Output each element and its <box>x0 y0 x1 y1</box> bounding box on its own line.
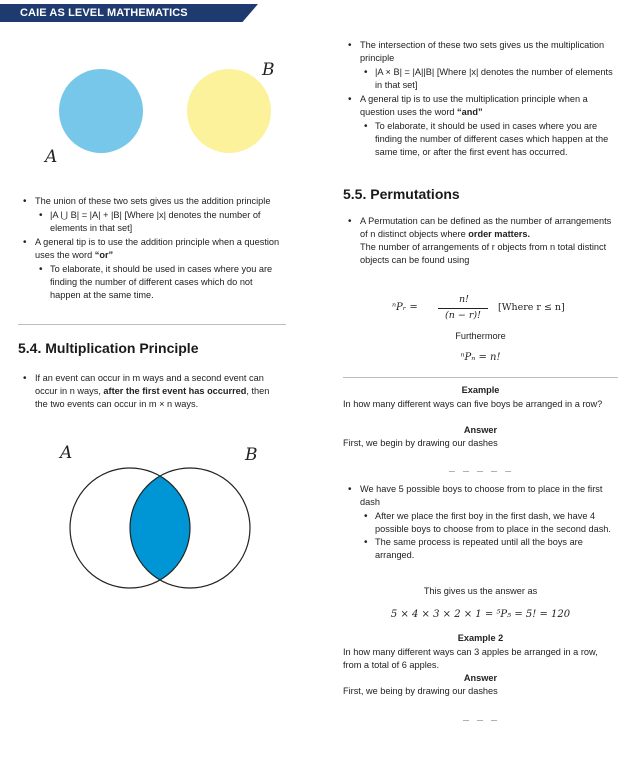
answer-label: Answer <box>463 425 498 435</box>
divider <box>18 324 286 325</box>
fraction-bar <box>438 308 488 309</box>
example2-question: In how many different ways can 3 apples be arranged in a row, from a total of 6 apples. <box>343 647 598 670</box>
formula-condition: [Where r ≤ n] <box>498 302 565 313</box>
example2-answer-intro: First, we being by drawing our dashes <box>343 686 498 696</box>
formula-denominator: (n − r)! <box>445 310 481 321</box>
answer-intro: First, we begin by drawing our dashes <box>343 438 498 448</box>
example-question: In how many different ways can five boys be arranged in a row? <box>343 399 603 409</box>
multiplication-bullet: • If an event can occur in m ways and a second event can occur in n ways, after the first event has occurred, then the two events can occur in m × n ways. <box>18 372 280 411</box>
formula-numerator: n! <box>459 294 469 305</box>
set-b-label-2: B <box>245 445 258 465</box>
formula-lhs: ⁿPᵣ = <box>392 302 418 313</box>
intersection-tip: • A general tip is to use the multiplication principle when a question uses the word “and” • To elaborate, it should be used in cases where you are finding the number of different cases which happen at the same time, or after the first event has occurred. <box>343 93 618 159</box>
example2-title: Example 2 <box>457 633 504 643</box>
union-tip: • A general tip is to use the addition principle when a question uses the word “or” • To elaborate, it should be used in cases where you are finding the number of different cases which do not happen at the same time. <box>18 236 280 302</box>
full-permutation-formula: ⁿPₙ = n! <box>460 352 501 363</box>
dashes-three: _ _ _ <box>462 710 499 721</box>
intersection-formula: • |A × B| = |A||B| [Where |x| denotes the number of elements in that set] <box>360 66 618 92</box>
union-bullet: • The union of these two sets gives us the addition principle • |A ⋃ B| = |A| + |B| [Where |x| denotes the number of elements in that set] <box>18 195 280 235</box>
set-a-circle <box>59 69 143 153</box>
header-title: CAIE AS LEVEL MATHEMATICS <box>20 7 188 19</box>
step-second-dash: • After we place the first boy in the first dash, we have 4 possible boys to choose from to place in the second dash. <box>360 510 618 536</box>
intersection-figure <box>30 440 300 605</box>
permutation-definition: • A Permutation can be defined as the number of arrangements of n distinct objects where order matters. The number of arrangements of r objects from n total distinct objects can be found using <box>343 215 613 267</box>
example2-answer-label: Answer <box>463 673 498 683</box>
result-intro: This gives us the answer as <box>423 586 538 596</box>
multiplication-block <box>18 372 280 412</box>
intersection-bullet: • The intersection of these two sets gives us the multiplication principle • |A × B| = |A||B| [Where |x| denotes the number of elements in that set] <box>343 39 618 92</box>
union-formula: • |A ⋃ B| = |A| + |B| [Where |x| denotes the number of elements in that set] <box>35 209 280 235</box>
permutation-formula <box>392 294 592 324</box>
union-block <box>18 195 280 303</box>
intersection-block <box>343 39 618 160</box>
section-title-multiplication: 5.4. Multiplication Principle <box>18 340 199 356</box>
permutation-formula-intro: The number of arrangements of r objects from n total distinct objects can be found using <box>360 242 607 265</box>
permutations-block <box>343 215 613 268</box>
intersection-tip-detail: • To elaborate, it should be used in cases where you are finding the number of different cases which happen at the same time, or after the first event has occurred. <box>360 120 618 159</box>
result-formula: 5 × 4 × 3 × 2 × 1 = ⁵P₅ = 5! = 120 <box>390 609 571 620</box>
set-b-circle <box>187 69 271 153</box>
step-repeat: • The same process is repeated until all the boys are arranged. <box>360 536 618 562</box>
disjoint-sets-figure <box>30 55 300 170</box>
set-a-label-2: A <box>60 443 73 463</box>
step-first-dash: • We have 5 possible boys to choose from to place in the first dash • After we place the first boy in the first dash, we have 4 possible boys to choose from to place in the second dash. • The same process is repeated until all the boys are arranged. <box>343 483 618 562</box>
set-b-label: B <box>262 60 275 80</box>
example-title: Example <box>461 385 500 395</box>
dashes-five: _ _ _ _ _ <box>448 461 513 472</box>
furthermore-text: Furthermore <box>455 331 506 341</box>
set-a-label: A <box>45 147 58 167</box>
example-steps <box>343 483 618 563</box>
divider-2 <box>343 377 618 378</box>
section-title-permutations: 5.5. Permutations <box>343 186 460 202</box>
union-tip-detail: • To elaborate, it should be used in cases where you are finding the number of different cases which do not happen at the same time. <box>35 263 280 302</box>
